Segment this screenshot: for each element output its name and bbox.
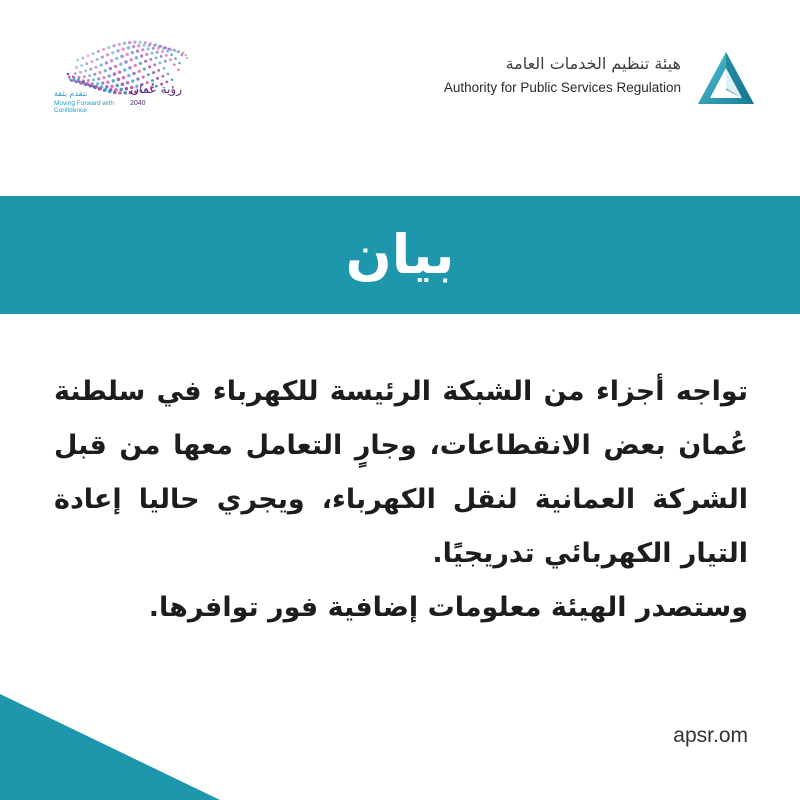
authority-logo xyxy=(443,50,756,110)
corner-triangle-shape xyxy=(0,694,220,800)
statement-paragraph-2: وستصدر الهيئة معلومات إضافية فور توافرها. xyxy=(148,592,748,623)
vision-year: 2040 xyxy=(130,100,146,107)
vision-slogan-ar: نتقدم بثقة xyxy=(54,89,88,98)
authority-name-ar: هيئة تنظيم الخدمات العامة xyxy=(505,54,681,73)
authority-name-en: Authority for Public Services Regulation xyxy=(443,80,681,95)
statement-paragraph-1: تواجه أجزاء من الشبكة الرئيسة للكهرباء في سلطنة عُمان بعض الانقطاعات، وجارٍ التعامل معها من قبل الشركة العمانية لنقل الكهرباء، ويجري حاليا إعادة التيار الكهربائي تدريجيًا. xyxy=(54,376,748,569)
vision-slogan-en: Moving Forward with Confidence xyxy=(54,100,114,114)
website-link[interactable]: apsr.om xyxy=(673,724,748,747)
vision-title: رؤية عُمان xyxy=(130,82,182,96)
page-title: بيان xyxy=(345,223,455,286)
triangle-logo-icon xyxy=(696,50,756,106)
statement-body xyxy=(54,365,748,635)
title-band xyxy=(0,196,800,314)
